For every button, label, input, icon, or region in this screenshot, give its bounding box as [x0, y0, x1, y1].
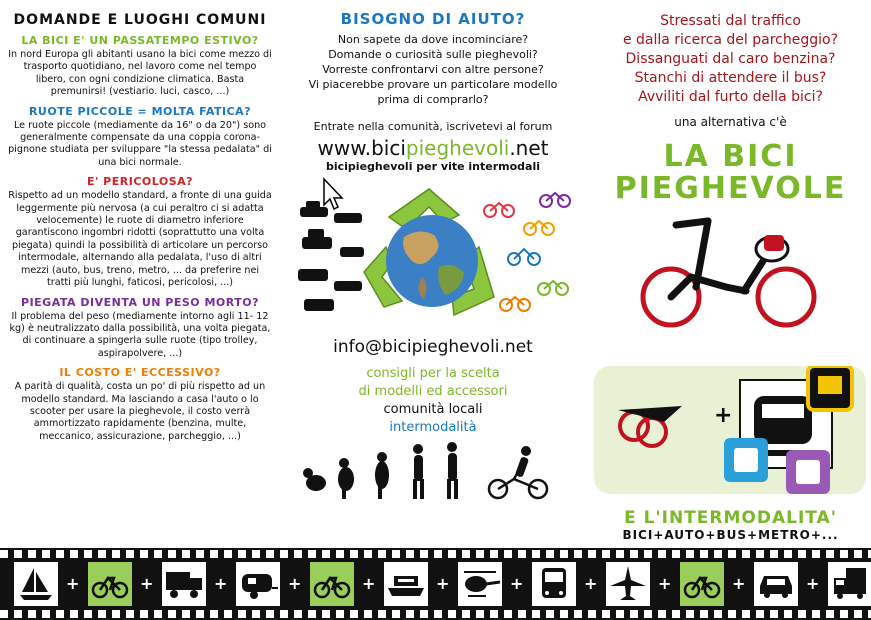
faq-column	[0, 0, 280, 548]
url-part: .net	[509, 136, 549, 160]
film-border-bottom	[0, 610, 871, 618]
pain-point-line: Dissanguati dal caro benzina?	[625, 51, 836, 67]
plus-sign: +	[658, 574, 672, 593]
faq-question: E' PERICOLOSA?	[86, 175, 194, 189]
url-part: www.bici	[317, 136, 406, 160]
folding-bike-illustration	[596, 217, 866, 337]
tagline: bicipieghevoli per vite intermodali	[326, 160, 540, 173]
faq-list	[8, 34, 272, 443]
metro-icon	[786, 450, 830, 494]
plus-sign: +	[806, 574, 820, 593]
bicycle-icon	[680, 562, 724, 606]
intermodality-footer	[590, 508, 871, 542]
plus-sign: +	[214, 574, 228, 593]
globe-icon	[386, 215, 478, 307]
topic-communities: comunità locali	[383, 402, 483, 417]
tram-icon	[724, 438, 768, 482]
intermodal-box	[594, 366, 866, 494]
plus-sign: +	[510, 574, 524, 593]
transport-strip	[0, 548, 871, 620]
folded-bike-icon	[618, 406, 682, 446]
bicycle-icon	[310, 562, 354, 606]
site-url-link[interactable]	[294, 136, 572, 160]
sailboat-icon	[14, 562, 58, 606]
intro-line: Vi piacerebbe provare un particolare modello	[308, 78, 558, 91]
recycle-globe-illustration	[294, 177, 572, 327]
intro-line: Domande o curiosità sulle pieghevoli?	[328, 48, 538, 61]
faq-question: IL COSTO E' ECCESSIVO?	[59, 366, 221, 380]
pain-point-line: Avviliti dal furto della bici?	[638, 89, 823, 105]
plus-sign: +	[436, 574, 450, 593]
intermodality-title: E L'INTERMODALITA'	[624, 508, 837, 528]
faq-answer: In nord Europa gli abitanti usano la bici come mezzo di trasporto quotidiano, nel lavoro come nel tempo libero, con ogni condizione climatica. Basta premunirsi! (vestiario. luci, casco, ...)	[8, 49, 272, 98]
plus-sign: +	[732, 574, 746, 593]
bus-icon	[808, 366, 852, 410]
pain-point-line: Stressati dal traffico	[660, 13, 801, 29]
intro-line: Vorreste confrontarvi con altre persone?	[322, 63, 544, 76]
plus-sign: +	[362, 574, 376, 593]
intro-line: prima di comprarlo?	[377, 93, 489, 106]
url-part: pieghevoli	[405, 136, 510, 160]
faq-question: PIEGATA DIVENTA UN PESO MORTO?	[21, 295, 259, 309]
headline-line-1: LA BICI	[663, 139, 798, 174]
helicopter-icon	[458, 562, 502, 606]
cursor-icon	[324, 179, 342, 209]
faq-title: DOMANDE E LUOGHI COMUNI	[13, 12, 267, 28]
plus-sign: +	[140, 574, 154, 593]
plus-sign: +	[66, 574, 80, 593]
bikes-icon-group	[484, 193, 570, 311]
alternative-text: una alternativa c'è	[674, 115, 787, 129]
faq-question: LA BICI E' UN PASSATEMPO ESTIVO?	[21, 34, 259, 47]
help-intro	[294, 32, 572, 107]
evolution-silhouettes-illustration	[298, 439, 568, 501]
plus-sign: +	[584, 574, 598, 593]
moving-truck-icon	[828, 562, 871, 606]
forum-cta: Entrate nella comunità, iscrivetevi al forum	[313, 120, 553, 133]
bus-icon	[532, 562, 576, 606]
airplane-icon	[606, 562, 650, 606]
car-icon	[754, 562, 798, 606]
topic-models: di modelli ed accessori	[358, 384, 508, 399]
pain-point-line: Stanchi di attendere il bus?	[634, 70, 827, 86]
cars-icon-group	[298, 201, 364, 311]
plus-sign: +	[714, 403, 733, 428]
faq-answer: A parità di qualità, costa un po' di più rispetto ad un modello standard. Ma lasciando a casa l'auto o lo scooter per usare la pieghevole, il costo verrà ammortizzato rapidamente (benzina, multe, meccanico, assicurazione, parcheggio, ...)	[14, 381, 266, 442]
pain-point-line: e dalla ricerca del parcheggio?	[622, 32, 839, 48]
faq-question: RUOTE PICCOLE = MOLTA FATICA?	[28, 104, 252, 118]
camper-icon	[236, 562, 280, 606]
faq-answer: Il problema del peso (mediamente intorno agli 11- 12 kg) è neutralizzato dalla possibilità, una volta piegata, di continuare a spingerla sulle ruote (tipo trolley, aspirapolvere, ...)	[9, 310, 271, 359]
plus-sign: +	[288, 574, 302, 593]
help-title: BISOGNO DI AIUTO?	[340, 10, 526, 28]
intermodal-illustration	[594, 366, 866, 494]
bicycle-icon	[88, 562, 132, 606]
ferry-icon	[384, 562, 428, 606]
intro-line: Non sapete da dove incominciare?	[337, 33, 529, 46]
truck-icon	[162, 562, 206, 606]
film-border-top	[0, 550, 871, 558]
topic-intermodality: intermodalità	[389, 420, 477, 435]
modes-list: BICI+AUTO+BUS+METRO+...	[622, 528, 839, 542]
faq-answer: Le ruote piccole (mediamente da 16" o da 20") sono generalmente compensate da una coppia corona-pignone studiata per sviluppare "la stessa pedalata" di una bici normale.	[8, 119, 272, 168]
help-column	[288, 0, 578, 548]
headline-line-2: PIEGHEVOLE	[614, 171, 847, 206]
faq-answer: Rispetto ad un modello standard, a fronte di una guida leggermente più nervosa (a cui peraltro ci si adatta velocemente) le ruote di diametro inferiore garantiscono ingombri ridotti (soprattutto una volta piegata) quindi la possibilità di articolare un percorso intermodale, alternando alla pedalata, l'uso di altri mezzi (auto, bus, treno, metro, ... da preferire nei tratti più lunghi, faticosi, pericolosi, ...)	[8, 190, 272, 289]
topic-advice: consigli per la scelta	[366, 366, 500, 381]
contact-email-link[interactable]: info@bicipieghevoli.net	[333, 337, 533, 357]
